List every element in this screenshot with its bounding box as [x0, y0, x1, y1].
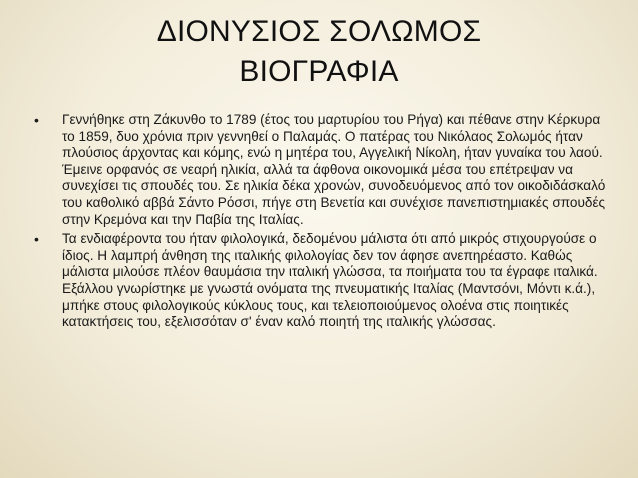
slide-title: [0, 12, 638, 92]
bullet-text: Γεννήθηκε στη Ζάκυνθο το 1789 (έτος του μαρτυρίου του Ρήγα) και πέθανε στην Κέρκυρα το 1859, δυο χρόνια πριν γεννηθεί ο Παλαμάς. Ο πατέρας του Νικόλαος Σολωμός ήταν πλούσιος άρχοντας και κόμης, ενώ η μητέρα του, Αγγελική Νίκολη, ήταν γυναίκα του λαού. Έμεινε ορφανός σε νεαρή ηλικία, αλλά τα άφθονα οικονομικά μέσα του επέτρεψαν να συνεχίσει τις σπουδές του. Σε ηλικία δέκα χρονών, συνοδευόμενος από τον οικοδιδάσκαλό του καθολικό αββά Σάντο Ρόσσι, πήγε στη Βενετία και συνέχισε πανεπιστημιακές σπουδές στην Κρεμόνα και την Παβία της Ιταλίας.: [62, 112, 606, 227]
bullet-item: [34, 231, 614, 331]
bullet-item: [34, 112, 614, 228]
title-name: ΔΙΟΝΥΣΙΟΣ ΣΟΛΩΜΟΣ: [156, 15, 482, 48]
title-subtitle: ΒΙΟΓΡΑΦΙΑ: [239, 55, 399, 88]
bullet-marker: •: [34, 231, 39, 248]
bullet-marker: •: [34, 112, 39, 128]
slide-body: [34, 112, 614, 334]
bullet-text: Τα ενδιαφέροντα του ήταν φιλολογικά, δεδομένου μάλιστα ότι από μικρός στιχουργούσε ο ίδιος. Η λαμπρή άνθηση της ιταλικής φιλολογίας δεν τον άφησε ανεπηρέαστο. Καθώς μάλιστα μιλούσε πλέον θαυμάσια την ιταλική γλώσσα, τα ποιήματα του τα έγραφε ιταλικά. Εξάλλου γνωρίστηκε με γνωστά ονόματα της πνευματικής Ιταλίας (Μαντσόνι, Μόντι κ.ά.), μπήκε στους φιλολογικούς κύκλους τους, και τελειοποιούμενος ολοένα στις ποιητικές κατακτήσεις του, εξελισσόταν σ' έναν καλό ποιητή της ιταλικής γλώσσας.: [62, 231, 598, 330]
